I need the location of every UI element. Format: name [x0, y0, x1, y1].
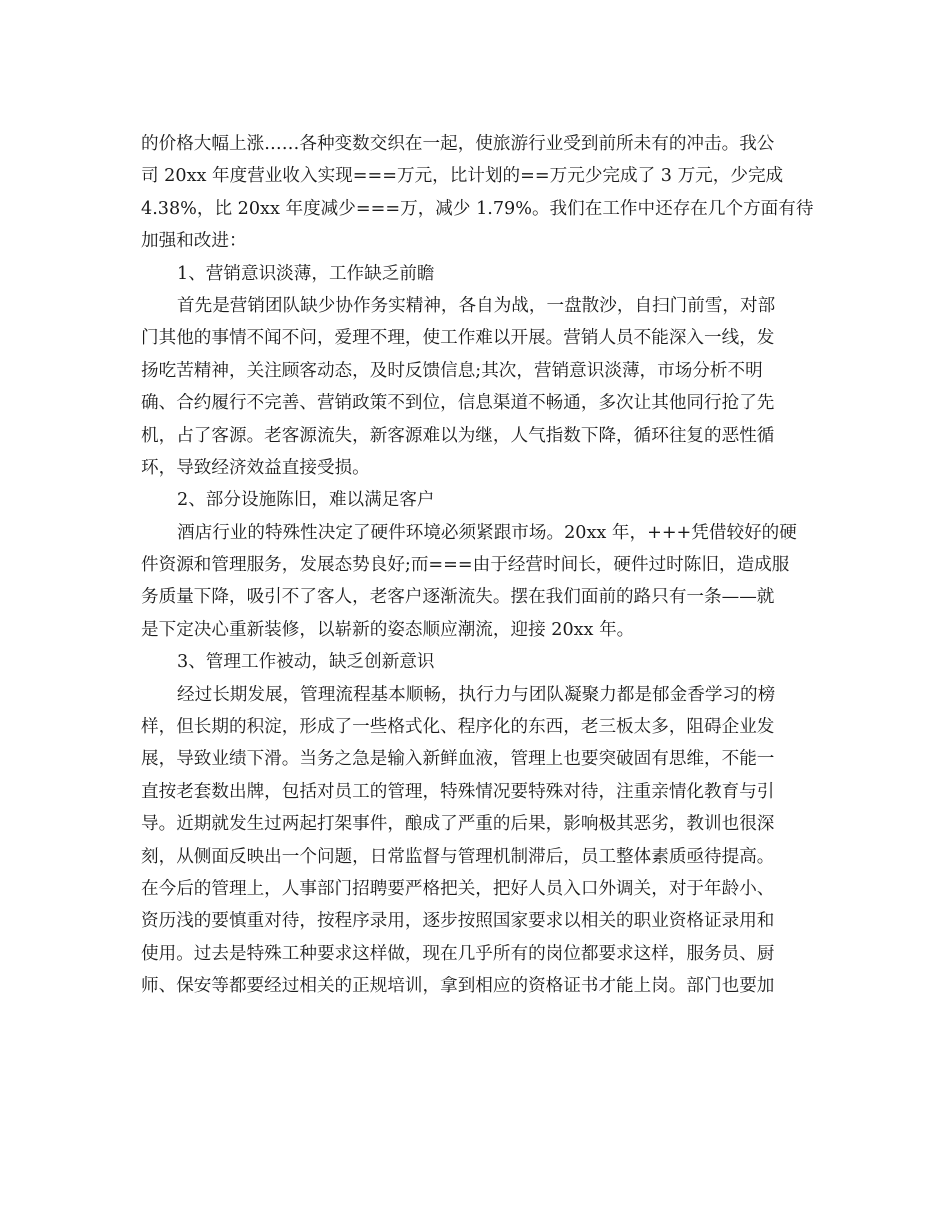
text-line: 展，导致业绩下滑。当务之急是输入新鲜血液，管理上也要突破固有思维，不能一 [141, 749, 775, 770]
text-line: 首先是营销团队缺少协作务实精神，各自为战，一盘散沙，自扫门前雪，对部 [177, 295, 776, 316]
text-line: 确、合约履行不完善、营销政策不到位，信息渠道不畅通，多次让其他同行抢了先 [141, 393, 775, 414]
text-line: 导。近期就发生过两起打架事件，酿成了严重的后果，影响极其恶劣，教训也很深 [141, 814, 775, 835]
text-line: 扬吃苦精神，关注顾客动态，及时反馈信息;其次，营销意识淡薄，市场分析不明 [141, 360, 763, 381]
text-line: 资历浅的要慎重对待，按程序录用，逐步按照国家要求以相关的职业资格证录用和 [141, 911, 775, 932]
text-line: 直按老套数出牌，包括对员工的管理，特殊情况要特殊对待，注重亲情化教育与引 [141, 781, 775, 802]
text-line: 3、管理工作被动，缺乏创新意识 [177, 652, 435, 673]
text-line: 师、保安等都要经过相关的正规培训，拿到相应的资格证书才能上岗。部门也要加 [141, 976, 775, 997]
text-line: 的价格大幅上涨……各种变数交织在一起，使旅游行业受到前所未有的冲击。我公 [141, 134, 775, 154]
text-line: 是下定决心重新装修，以崭新的姿态顺应潮流，迎接 20xx 年。 [141, 619, 635, 640]
text-line: 司 20xx 年度营业收入实现===万元，比计划的==万元少完成了 3 万元，少完成 [141, 166, 784, 187]
text-line: 门其他的事情不闻不问，爱理不理，使工作难以开展。营销人员不能深入一线，发 [141, 328, 775, 349]
text-line: 使用。过去是特殊工种要求这样做，现在几乎所有的岗位都要求这样，服务员、厨 [141, 943, 775, 964]
text-line: 环，导致经济效益直接受损。 [141, 457, 370, 478]
text-line: 2、部分设施陈旧，难以满足客户 [177, 490, 435, 511]
text-line: 酒店行业的特殊性决定了硬件环境必须紧跟市场。20xx 年，+++凭借较好的硬 [177, 522, 797, 543]
text-line: 加强和改进： [141, 231, 247, 252]
text-line: 务质量下降，吸引不了客人，老客户逐渐流失。摆在我们面前的路只有一条——就 [141, 587, 775, 608]
text-line: 样，但长期的积淀，形成了一些格式化、程序化的东西，老三板太多，阻碍企业发 [141, 717, 775, 738]
text-line: 在今后的管理上，人事部门招聘要严格把关，把好人员入口外调关，对于年龄小、 [141, 878, 775, 899]
text-line: 刻，从侧面反映出一个问题，日常监督与管理机制滞后，员工整体素质亟待提高。 [141, 846, 775, 867]
text-line: 4.38%，比 20xx 年度减少===万，减少 1.79%。我们在工作中还存在几个方面有待 [141, 198, 814, 219]
text-line: 1、营销意识淡薄，工作缺乏前瞻 [177, 263, 435, 284]
text-line: 件资源和管理服务，发展态势良好;而===由于经营时间长，硬件过时陈旧，造成服 [141, 555, 790, 576]
text-line: 经过长期发展，管理流程基本顺畅，执行力与团队凝聚力都是郁金香学习的榜 [177, 684, 776, 705]
text-line: 机，占了客源。老客源流失，新客源难以为继，人气指数下降，循环往复的恶性循 [141, 425, 775, 446]
document-body [141, 128, 814, 1003]
